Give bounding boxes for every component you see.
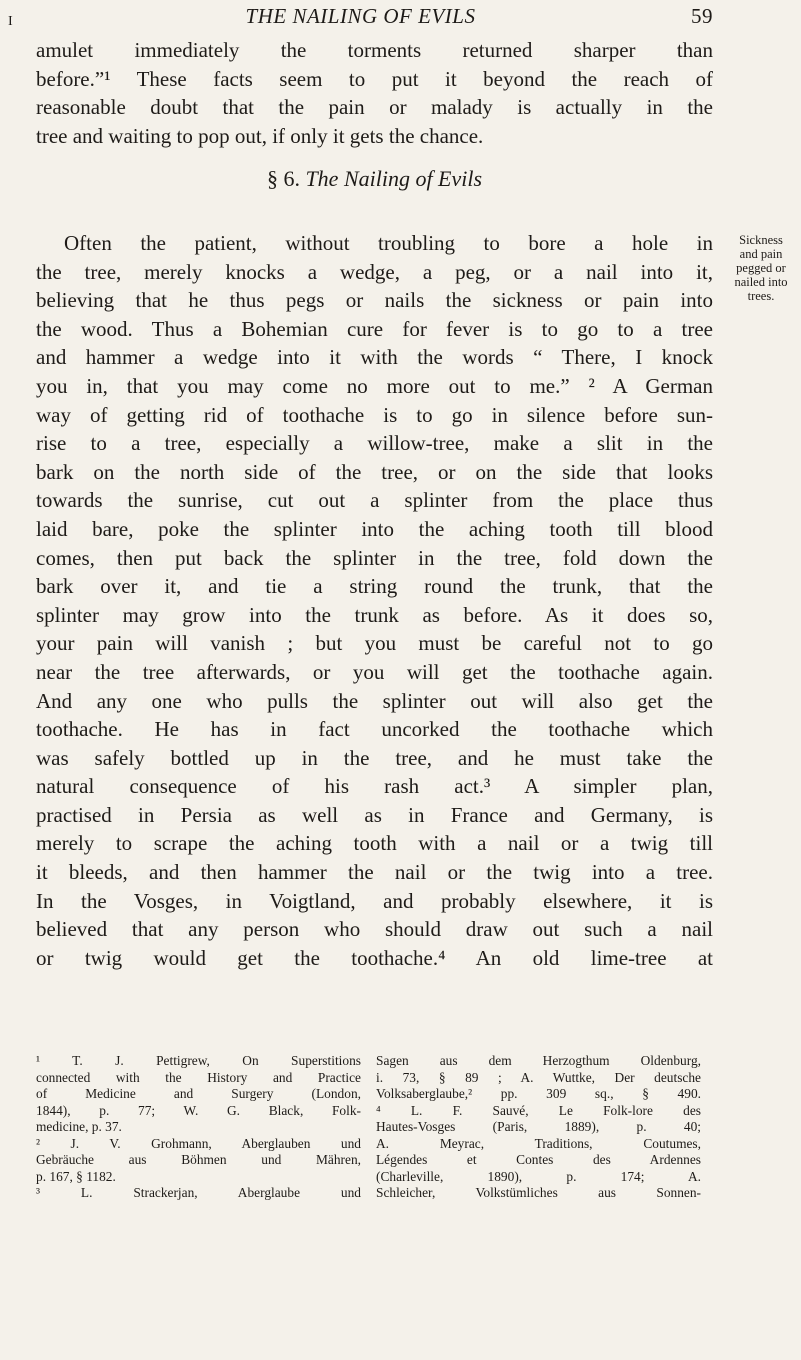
text-line: In the Vosges, in Voigtland, and probably elsewhere, it is: [36, 888, 713, 913]
text-line: the tree, merely knocks a wedge, a peg, or a nail into it,: [36, 259, 713, 284]
footnote-line: Schleicher, Volkstümliches aus Sonnen-: [376, 1185, 701, 1200]
footnote-line: A. Meyrac, Traditions, Coutumes,: [376, 1135, 701, 1151]
footnotes-right-column: [376, 1053, 701, 1202]
text-line: Often the patient, without troubling to bore a hole in: [64, 231, 713, 255]
text-line: and hammer a wedge into it with the words “ There, I knock: [36, 345, 713, 370]
signature-mark: I: [8, 14, 14, 29]
text-line: natural consequence of his rash act.³ A simpler plan,: [36, 774, 713, 799]
running-header: [8, 4, 713, 30]
text-line: toothache. He has in fact uncorked the toothache which: [36, 717, 713, 742]
text-line: the wood. Thus a Bohemian cure for fever is to go to a tree: [36, 316, 713, 341]
text-line: or twig would get the toothache.⁴ An old lime-tree at: [36, 945, 713, 970]
text-line: And any one who pulls the splinter out will also get the: [36, 688, 713, 713]
text-line: believed that any person who should draw out such a nail: [36, 917, 713, 942]
text-line: bark on the north side of the tree, or on the side that looks: [36, 459, 713, 484]
text-line: laid bare, poke the splinter into the aching tooth till blood: [36, 516, 713, 541]
text-line: before.”¹ These facts seem to put it beyond the reach of: [36, 66, 713, 91]
text-line: it bleeds, and then hammer the nail or the twig into a tree.: [36, 860, 713, 885]
section-heading: [36, 166, 713, 192]
text-line: was safely bottled up in the tree, and he must take the: [36, 745, 713, 770]
footnotes-left-column: [36, 1053, 361, 1202]
footnote-line: ³ L. Strackerjan, Aberglaube und: [36, 1185, 361, 1200]
footnote-line: 1844), p. 77; W. G. Black, Folk-: [36, 1102, 361, 1118]
page-number: 59: [691, 4, 713, 28]
footnote-line: i. 73, § 89 ; A. Wuttke, Der deutsche: [376, 1069, 701, 1085]
footnote-line: p. 167, § 1182.: [36, 1168, 116, 1184]
footnote-line: Légendes et Contes des Ardennes: [376, 1152, 701, 1167]
margin-note: [722, 233, 800, 303]
text-line: near the tree afterwards, or you will get the toothache again.: [36, 659, 713, 684]
intro-paragraph: [36, 36, 713, 150]
text-line: towards the sunrise, cut out a splinter from the place thus: [36, 488, 713, 513]
text-line: comes, then put back the splinter in the tree, fold down the: [36, 545, 713, 570]
footnote-line: Volksaberglaube,² pp. 309 sq., § 490.: [376, 1086, 701, 1101]
section-title: The Nailing of Evils: [305, 166, 483, 191]
running-title: THE NAILING OF EVILS: [245, 4, 476, 28]
margin-line: trees.: [747, 289, 775, 303]
margin-line: pegged or: [736, 261, 786, 275]
text-line: rise to a tree, especially a willow-tree, make a slit in the: [36, 431, 713, 456]
text-line: merely to scrape the aching tooth with a nail or a twig till: [36, 831, 713, 856]
text-line: splinter may grow into the trunk as before. As it does so,: [36, 602, 713, 627]
footnote-line: of Medicine and Surgery (London,: [36, 1086, 361, 1101]
footnote-line: medicine, p. 37.: [36, 1119, 122, 1134]
footnote-line: (Charleville, 1890), p. 174; A.: [376, 1168, 701, 1184]
margin-line: Sickness: [739, 233, 783, 247]
text-line: you in, that you may come no more out to me.” ² A German: [36, 373, 713, 398]
footnote-line: Gebräuche aus Böhmen und Mähren,: [36, 1152, 361, 1167]
text-line: your pain will vanish ; but you must be careful not to go: [36, 631, 713, 656]
text-line: way of getting rid of toothache is to go in silence before sun-: [36, 402, 713, 427]
footnote-line: ² J. V. Grohmann, Aberglauben und: [36, 1135, 361, 1151]
margin-line: nailed into: [734, 275, 788, 289]
text-line: reasonable doubt that the pain or malady is actually in the: [36, 95, 713, 119]
main-paragraph: [36, 229, 713, 972]
footnote-line: ⁴ L. F. Sauvé, Le Folk-lore des: [376, 1102, 701, 1118]
text-line: amulet immediately the torments returned sharper than: [36, 38, 713, 62]
text-line: practised in Persia as well as in France and Germany, is: [36, 802, 713, 827]
text-line: believing that he thus pegs or nails the sickness or pain into: [36, 288, 713, 313]
section-mark: § 6.: [266, 166, 300, 191]
text-line: bark over it, and tie a string round the trunk, that the: [36, 574, 713, 599]
footnote-line: connected with the History and Practice: [36, 1069, 361, 1085]
text-line: tree and waiting to pop out, if only it gets the chance.: [36, 123, 484, 148]
margin-line: and pain: [739, 247, 783, 261]
footnote-line: Hautes-Vosges (Paris, 1889), p. 40;: [376, 1119, 701, 1134]
footnote-line: ¹ T. J. Pettigrew, On Superstitions: [36, 1053, 361, 1068]
footnote-line: Sagen aus dem Herzogthum Oldenburg,: [376, 1053, 701, 1068]
